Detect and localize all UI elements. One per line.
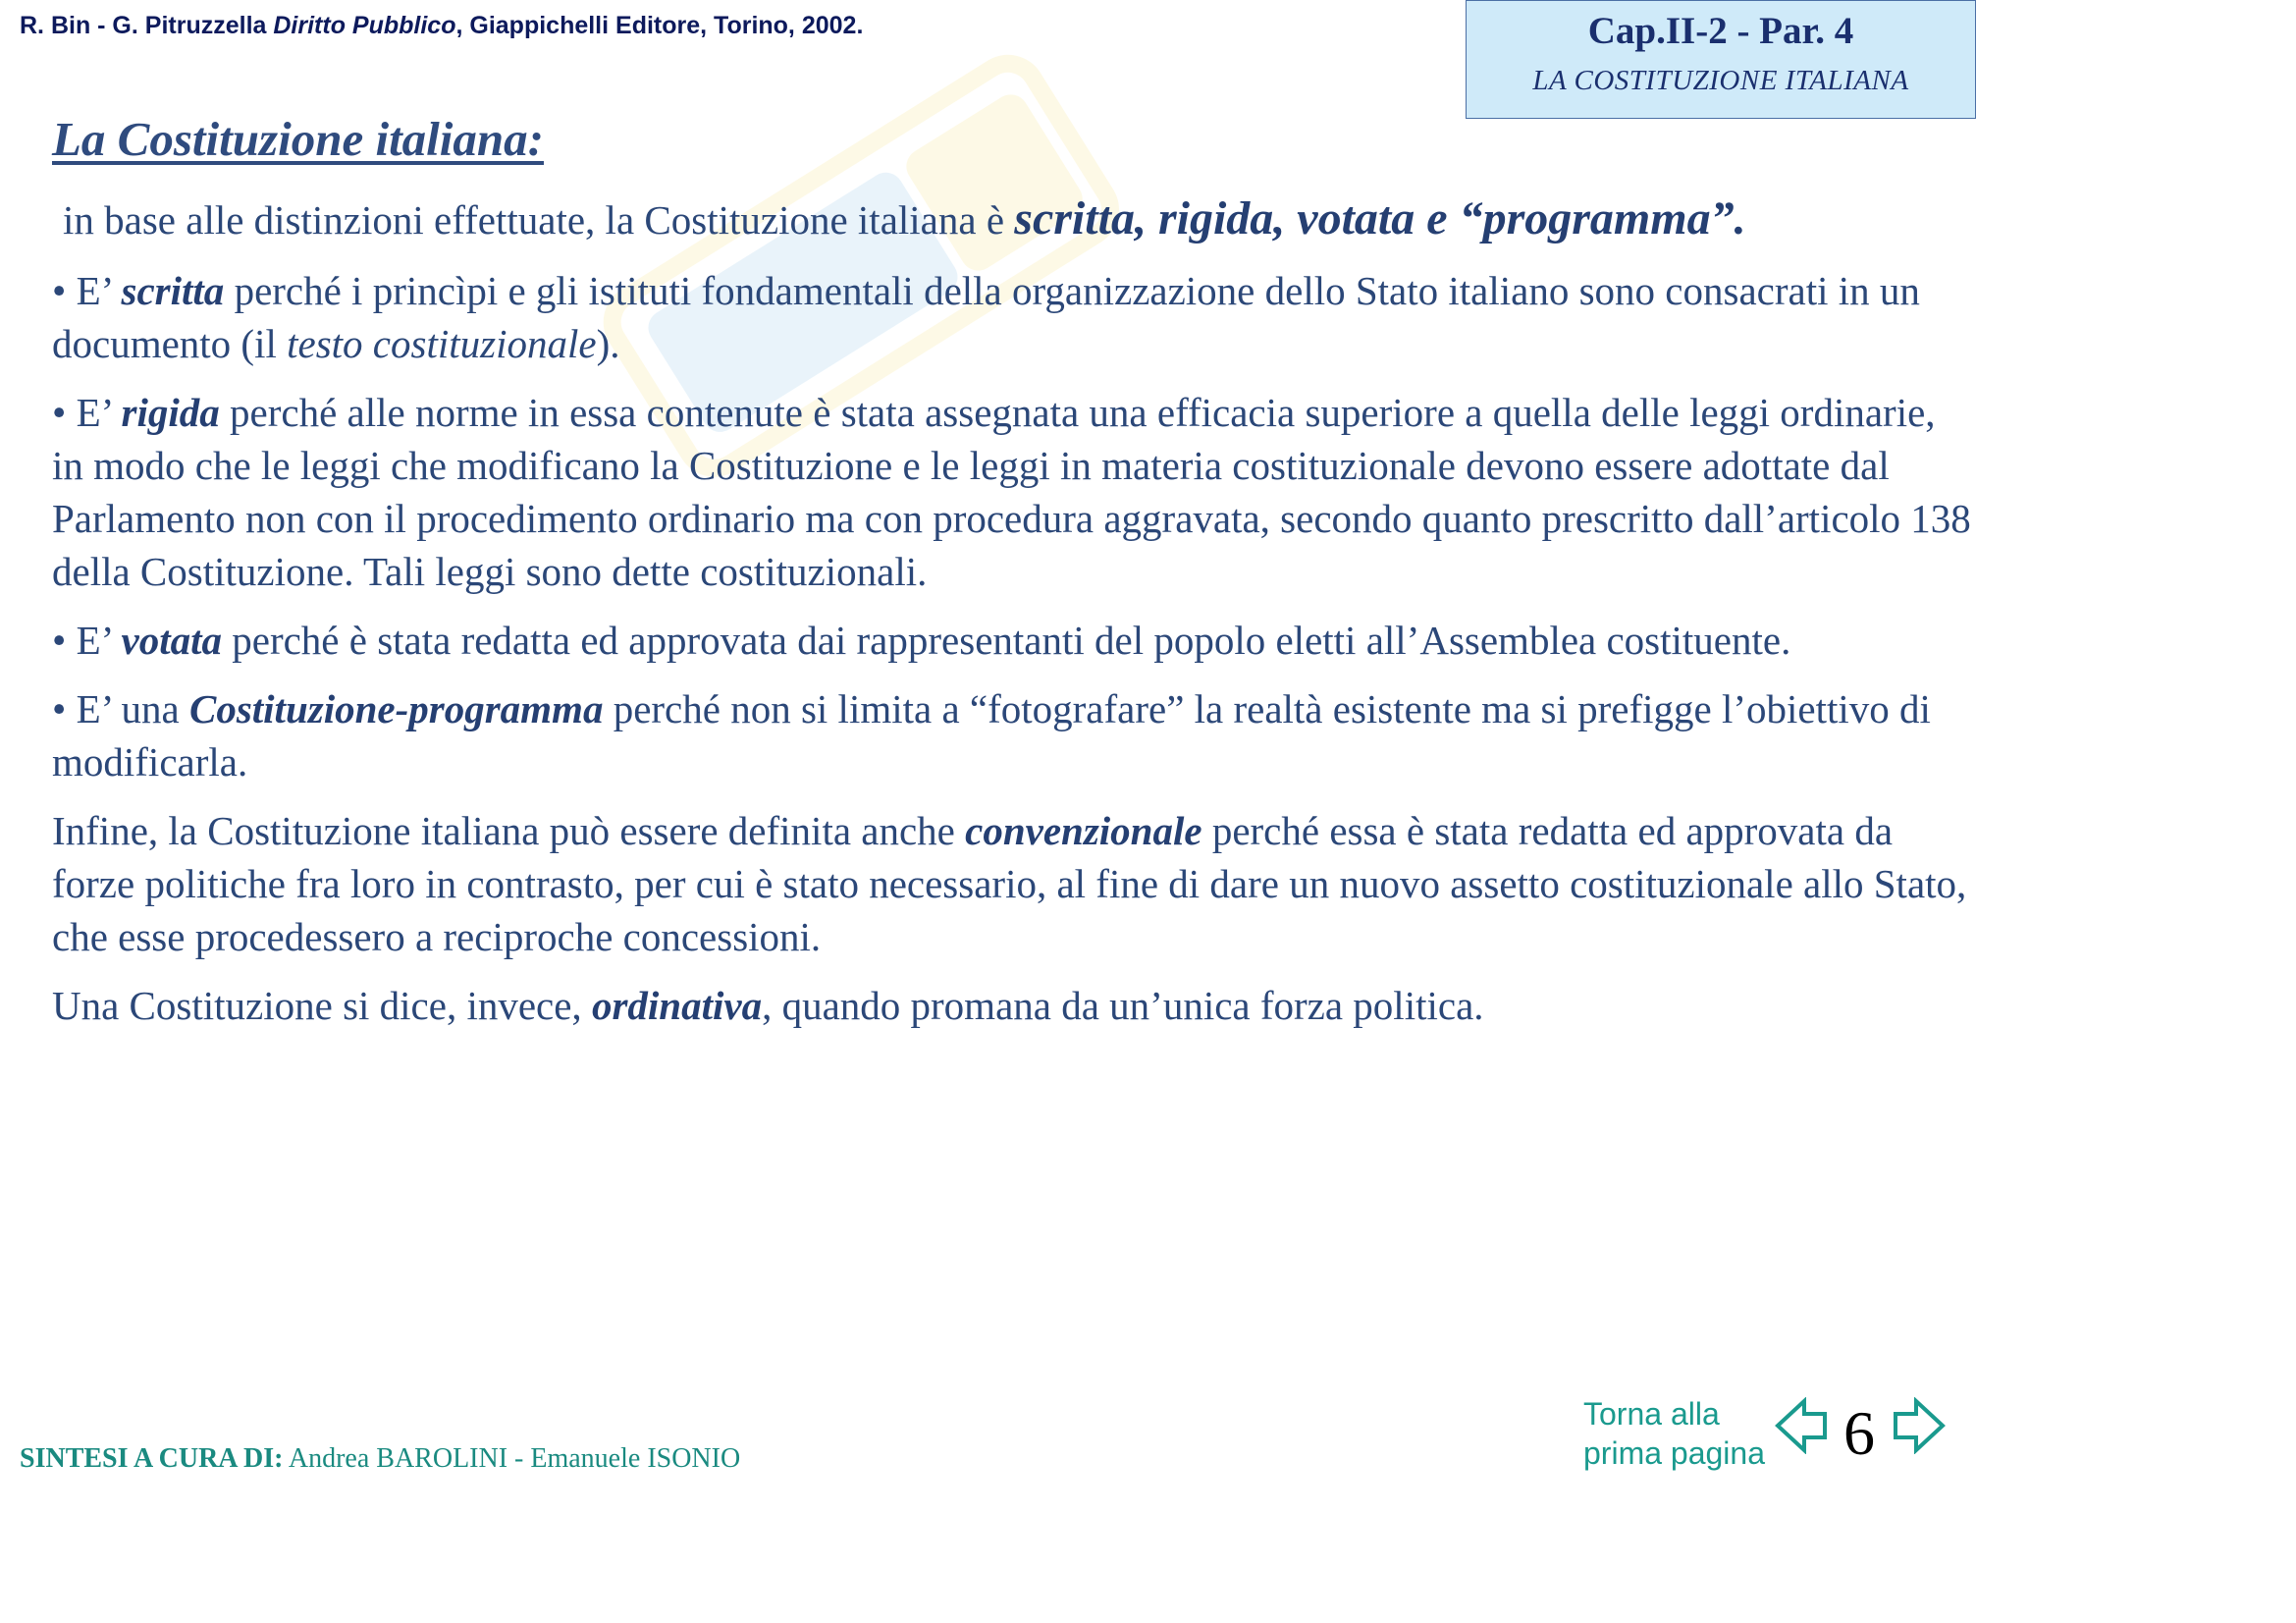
intro-keywords: scritta, rigida, votata e “programma”. bbox=[1014, 192, 1746, 244]
bullet-text: • E’ bbox=[52, 390, 122, 435]
keyword-votata: votata bbox=[121, 618, 222, 663]
home-link[interactable] bbox=[1583, 1394, 1765, 1473]
page-number: 6 bbox=[1843, 1398, 1875, 1468]
keyword-convenzionale: convenzionale bbox=[965, 808, 1202, 853]
home-link-line1: Torna alla bbox=[1583, 1396, 1720, 1432]
italic-term: testo costituzionale bbox=[287, 321, 597, 366]
keyword-rigida: rigida bbox=[121, 390, 220, 435]
book-title: Diritto Pubblico bbox=[273, 12, 456, 39]
keyword-scritta: scritta bbox=[121, 268, 225, 313]
point-text-end: ). bbox=[596, 321, 620, 366]
credit-label: SINTESI A CURA DI: bbox=[20, 1443, 284, 1474]
point-votata bbox=[52, 614, 1976, 667]
arrow-right-outline-icon[interactable] bbox=[1893, 1397, 1946, 1454]
arrow-left-outline-icon[interactable] bbox=[1775, 1397, 1828, 1454]
keyword-ordinativa: ordinativa bbox=[591, 983, 763, 1028]
paragraph-text-end: , quando promana da un’unica forza politica. bbox=[762, 983, 1484, 1028]
chapter-subtitle: LA COSTITUZIONE ITALIANA bbox=[1532, 65, 1909, 96]
point-scritta bbox=[52, 264, 1976, 370]
bullet-text: • E’ bbox=[52, 268, 122, 313]
book-publisher: , Giappichelli Editore, Torino, 2002. bbox=[455, 12, 864, 39]
intro-text: in base alle distinzioni effettuate, la Costituzione italiana è bbox=[63, 197, 1015, 243]
paragraph-text: Una Costituzione si dice, invece, bbox=[52, 983, 592, 1028]
book-reference bbox=[20, 12, 863, 40]
paragraph-convenzionale bbox=[52, 804, 1976, 963]
point-rigida bbox=[52, 386, 1976, 598]
paragraph-text-end: perché essa è stata redatta ed approvata da forze politiche fra loro in contrasto, per cui è stato necessario, al fine di dare un nuovo assetto costituzionale allo Stato, che esse procedessero a reciproche concessioni. bbox=[52, 808, 1967, 959]
paragraph-ordinativa bbox=[52, 979, 1976, 1032]
point-text: perché è stata redatta ed approvata dai rappresentanti del popolo eletti all’Assemblea costituente. bbox=[222, 618, 1791, 663]
point-programma bbox=[52, 682, 1976, 788]
bullet-text: • E’ una bbox=[52, 686, 189, 731]
point-text: perché non si limita a “fotografare” la realtà esistente ma si prefigge l’obiettivo di modificarla. bbox=[52, 686, 1931, 784]
section-title: La Costituzione italiana: bbox=[52, 112, 544, 166]
paragraph-text: Infine, la Costituzione italiana può essere definita anche bbox=[52, 808, 966, 853]
chapter-label: Cap.II-2 - Par. 4 bbox=[1587, 10, 1854, 52]
home-link-line2: prima pagina bbox=[1583, 1435, 1765, 1471]
bullet-text: • E’ bbox=[52, 618, 122, 663]
footer-credit bbox=[20, 1443, 740, 1475]
point-text: perché alle norme in essa contenute è stata assegnata una efficacia superiore a quella delle leggi ordinarie, in modo che le leggi che modificano la Costituzione e le leggi in materia costituzionale devono essere adottate dal Parlamento non con il procedimento ordinario ma con procedura aggravata, secondo quanto prescritto dall’articolo 138 della Costituzione. Tali leggi sono dette costituzionali. bbox=[52, 390, 1971, 594]
point-text: perché i princìpi e gli istituti fondamentali della organizzazione dello Stato italiano sono consacrati in un documento (il bbox=[52, 268, 1920, 366]
main-text bbox=[52, 192, 1976, 1048]
chapter-box bbox=[1466, 0, 1976, 119]
intro-paragraph bbox=[63, 192, 1976, 246]
credit-names: Andrea BAROLINI - Emanuele ISONIO bbox=[283, 1443, 741, 1474]
keyword-programma: Costituzione-programma bbox=[188, 686, 604, 731]
book-authors: R. Bin - G. Pitruzzella bbox=[20, 12, 274, 39]
